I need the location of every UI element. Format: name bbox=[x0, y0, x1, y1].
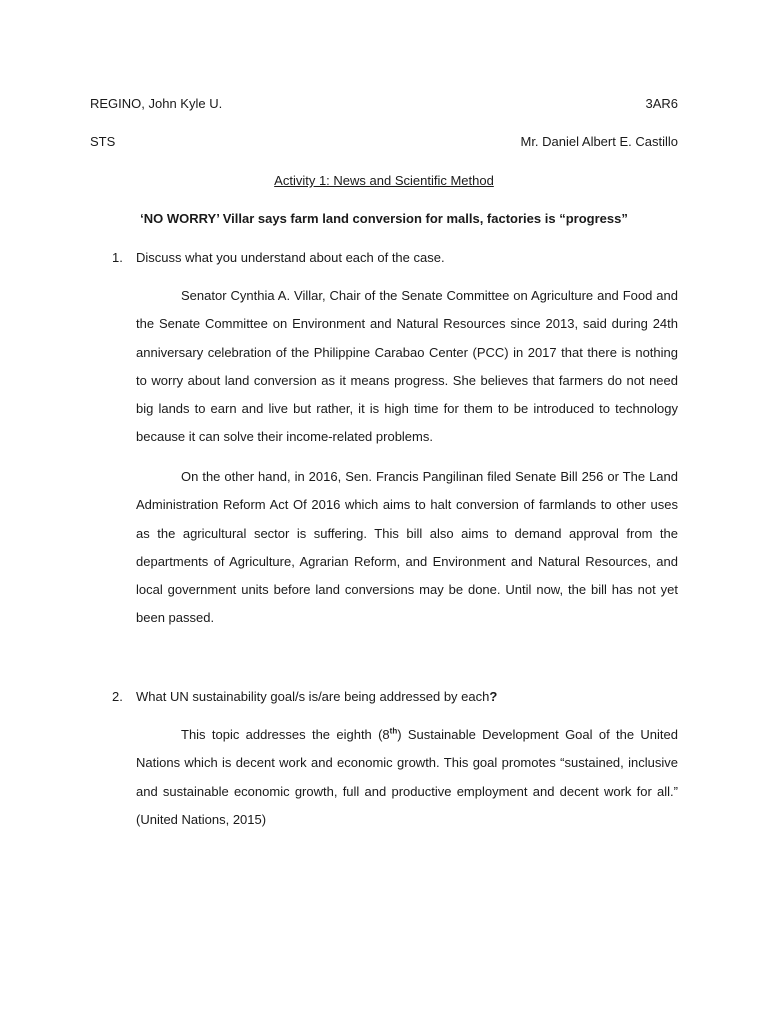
header-row-name-section bbox=[90, 96, 678, 112]
activity-title-text: Activity 1: News and Scientific Method bbox=[274, 173, 494, 188]
activity-title bbox=[0, 173, 768, 189]
question-1-text: Discuss what you understand about each of the case. bbox=[136, 250, 445, 265]
answer-1-paragraph-2: On the other hand, in 2016, Sen. Francis Pangilinan filed Senate Bill 256 or The Land Administration Reform Act Of 2016 which aims to halt conversion of farmlands to other uses as the agricultural sector is suffering. This bill also aims to demand approval from the departments of Agriculture, Agrarian Reform, and Environment and Natural Resources, and local government units before land conversions may be done. Until now, the bill has not yet been passed. bbox=[136, 469, 678, 626]
section-code: 3AR6 bbox=[645, 96, 678, 111]
question-1 bbox=[112, 250, 678, 266]
news-headline: ‘NO WORRY’ Villar says farm land conversion for malls, factories is “progress” bbox=[140, 211, 628, 226]
instructor-name: Mr. Daniel Albert E. Castillo bbox=[520, 134, 678, 149]
question-2-number: 2. bbox=[112, 689, 123, 704]
answer-2-paragraph bbox=[136, 721, 678, 834]
answer-1-paragraph-1: Senator Cynthia A. Villar, Chair of the Senate Committee on Agriculture and Food and the Senate Committee on Environment and Natural Resources since 2013, said during 24th anniversary celebration of the Philippine Carabao Center (PCC) in 2017 that there is nothing to worry about land conversion as it means progress. She believes that farmers do not need big lands to earn and live but rather, it is high time for them to be introduced to technology because it can solve their income-related problems. bbox=[136, 288, 678, 445]
student-name: REGINO, John Kyle U. bbox=[90, 96, 223, 111]
header-row-subject-instructor bbox=[90, 134, 678, 150]
answer-2-text-start: This topic addresses the eighth (8 bbox=[181, 727, 390, 742]
question-2 bbox=[112, 689, 678, 705]
answer-2-superscript: th bbox=[389, 726, 398, 736]
subject-name: STS bbox=[90, 134, 116, 149]
question-1-number: 1. bbox=[112, 250, 123, 265]
question-2-mark: ? bbox=[489, 689, 498, 704]
question-2-text-wrap bbox=[136, 689, 497, 705]
question-2-text: What UN sustainability goal/s is/are being addressed by each bbox=[136, 689, 490, 704]
answer-2-text-end: ) Sustainable Development Goal of the United Nations which is decent work and economic growth. This goal promotes “sustained, inclusive and sustainable economic growth, full and productive employment and decent work for all.” (United Nations, 2015) bbox=[136, 727, 678, 827]
